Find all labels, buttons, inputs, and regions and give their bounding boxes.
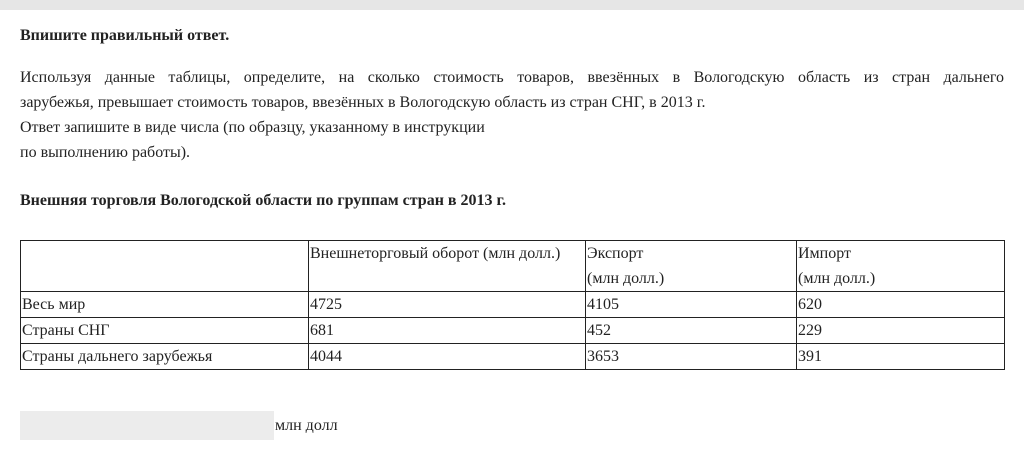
export-cell: 4105 <box>586 292 797 318</box>
question-line-2: зарубежья, превышает стоимость товаров, ввезённых в Вологодскую область из стран СНГ, в 2013 г. <box>20 94 706 111</box>
import-cell: 391 <box>797 344 1005 370</box>
top-bar <box>0 0 1024 10</box>
row-label: Страны дальнего зарубежья <box>21 344 309 370</box>
header-export-name: Экспорт <box>587 245 644 262</box>
table-row <box>21 292 1005 318</box>
turnover-cell: 4044 <box>309 344 586 370</box>
question-line-3: Ответ запишите в виде числа (по образцу, указанному в инструкции <box>20 119 485 136</box>
question-line-1: Используя данные таблицы, определите, на сколько стоимость товаров, ввезённых в Вологодскую область из стран дальнего <box>20 69 1004 86</box>
table-header-row <box>21 241 1005 292</box>
turnover-cell: 4725 <box>309 292 586 318</box>
table-row <box>21 318 1005 344</box>
turnover-cell: 681 <box>309 318 586 344</box>
answer-input[interactable] <box>20 411 274 440</box>
header-cell-import <box>797 241 1005 292</box>
task-instruction: Впишите правильный ответ. <box>20 27 230 44</box>
table-title: Внешняя торговля Вологодской области по группам стран в 2013 г. <box>20 192 507 209</box>
row-label: Страны СНГ <box>21 318 309 344</box>
question-text <box>20 65 1004 165</box>
answer-row <box>20 411 338 440</box>
question-line-4: по выполнению работы). <box>20 144 191 161</box>
export-cell: 3653 <box>586 344 797 370</box>
answer-unit-label: млн долл <box>275 416 338 434</box>
trade-table <box>20 240 1005 370</box>
header-import-unit: (млн долл.) <box>798 270 876 287</box>
row-label: Весь мир <box>21 292 309 318</box>
header-export-unit: (млн долл.) <box>587 270 665 287</box>
header-import-name: Импорт <box>798 245 852 262</box>
export-cell: 452 <box>586 318 797 344</box>
import-cell: 620 <box>797 292 1005 318</box>
header-cell-empty <box>21 241 309 292</box>
table-row <box>21 344 1005 370</box>
import-cell: 229 <box>797 318 1005 344</box>
header-cell-export <box>586 241 797 292</box>
header-cell-turnover: Внешнеторговый оборот (млн долл.) <box>309 241 586 292</box>
